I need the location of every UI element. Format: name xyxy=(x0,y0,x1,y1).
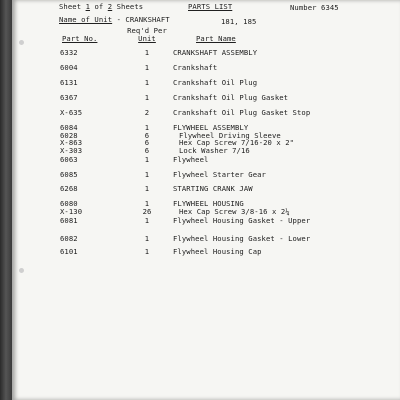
part-number: 6367 xyxy=(60,93,78,102)
quantity-per-unit: 6 xyxy=(144,145,150,155)
quantity-per-unit: 6 xyxy=(144,138,150,147)
part-name: Flywheel Housing Cap xyxy=(173,247,262,256)
punch-hole xyxy=(19,40,24,45)
part-name: Flywheel Housing Gasket - Upper xyxy=(173,216,311,225)
parts-list-page xyxy=(12,0,400,400)
quantity-per-unit: 1 xyxy=(144,170,150,179)
quantity-per-unit: 1 xyxy=(144,93,150,102)
part-number: 6004 xyxy=(60,63,78,72)
parts-row xyxy=(12,234,400,243)
part-number: 6332 xyxy=(60,48,78,57)
part-number: 6080 xyxy=(60,199,78,208)
parts-row xyxy=(12,48,400,57)
quantity-per-unit: 1 xyxy=(144,199,150,208)
part-number: 6081 xyxy=(60,216,78,225)
part-name: CRANKSHAFT ASSEMBLY xyxy=(173,48,258,57)
quantity-per-unit: 1 xyxy=(144,78,150,87)
quantity-per-unit: 1 xyxy=(144,48,150,57)
part-name: Hex Cap Screw 7/16-20 x 2" xyxy=(179,138,295,147)
quantity-per-unit: 1 xyxy=(144,247,150,256)
model-numbers: 181, 185 xyxy=(221,17,257,26)
part-number: X-635 xyxy=(60,108,83,117)
quantity-per-unit: 26 xyxy=(142,206,152,216)
parts-row xyxy=(12,78,400,87)
parts-row xyxy=(12,247,400,256)
parts-row xyxy=(12,123,400,155)
part-number: 6082 xyxy=(60,234,78,243)
document-title: PARTS LIST xyxy=(188,2,233,11)
unit-name: Name of Unit - CRANKSHAFT xyxy=(59,15,170,24)
parts-row xyxy=(12,155,400,164)
parts-row xyxy=(12,63,400,72)
part-name: FLYWHEEL HOUSING xyxy=(173,199,244,208)
quantity-per-unit: 2 xyxy=(144,108,150,117)
part-number: 6063 xyxy=(60,155,78,164)
part-number: 6101 xyxy=(60,247,78,256)
part-number: X-303 xyxy=(60,145,83,155)
parts-row xyxy=(12,93,400,102)
punch-hole xyxy=(19,268,24,273)
part-number: 6268 xyxy=(60,184,78,193)
sheet-total: 2 xyxy=(107,2,113,11)
part-name: Flywheel Driving Sleeve xyxy=(179,130,281,140)
part-name: Flywheel xyxy=(173,155,209,164)
part-name: Flywheel Starter Gear xyxy=(173,170,266,179)
parts-row xyxy=(12,184,400,193)
part-number: 6084 xyxy=(60,123,78,132)
quantity-per-unit: 1 xyxy=(144,63,150,72)
part-number: X-130 xyxy=(60,206,83,216)
document-number: Number 6345 xyxy=(290,3,339,12)
part-name: Crankshaft Oil Plug xyxy=(173,78,258,87)
part-number: X-863 xyxy=(60,138,83,147)
part-name: FLYWHEEL ASSEMBLY xyxy=(173,123,249,132)
quantity-per-unit: 1 xyxy=(144,123,150,132)
part-name: Crankshaft Oil Plug Gasket xyxy=(173,93,289,102)
quantity-per-unit: 1 xyxy=(144,216,150,225)
parts-row xyxy=(12,216,400,225)
part-name: Crankshaft Oil Plug Gasket Stop xyxy=(173,108,311,117)
parts-row xyxy=(12,108,400,117)
part-name: Hex Cap Screw 3/8-16 x 2¼ xyxy=(179,206,290,216)
part-number: 6028 xyxy=(60,130,78,140)
sheet-label: Sheet 1 of 2 Sheets xyxy=(59,2,144,11)
column-header-part-name: Part Name xyxy=(196,34,236,43)
part-number: 6131 xyxy=(60,78,78,87)
part-name: Lock Washer 7/16 xyxy=(179,145,250,155)
quantity-per-unit: 1 xyxy=(144,184,150,193)
column-header-reqd: Req'd Per Unit xyxy=(127,26,167,43)
parts-row xyxy=(12,170,400,179)
part-name: STARTING CRANK JAW xyxy=(173,184,253,193)
sheet-number: 1 xyxy=(85,2,91,11)
quantity-per-unit: 1 xyxy=(144,234,150,243)
part-name: Crankshaft xyxy=(173,63,218,72)
quantity-per-unit: 6 xyxy=(144,130,150,140)
parts-row xyxy=(12,199,400,216)
part-number: 6085 xyxy=(60,170,78,179)
quantity-per-unit: 1 xyxy=(144,155,150,164)
part-name: Flywheel Housing Gasket - Lower xyxy=(173,234,311,243)
column-header-part-no: Part No. xyxy=(62,34,98,43)
